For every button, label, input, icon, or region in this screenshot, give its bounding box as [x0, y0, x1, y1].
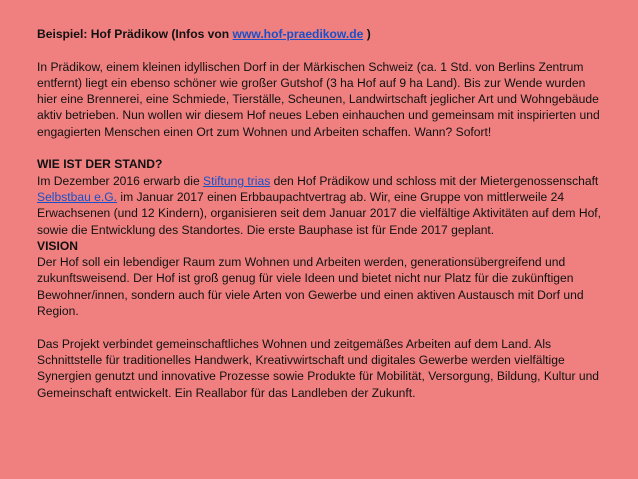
vision-heading: VISION [37, 238, 78, 253]
stand-text-1: Im Dezember 2016 erwarb die [37, 173, 204, 188]
stand-paragraph [37, 173, 608, 238]
stiftung-trias-link[interactable]: Stiftung trias [203, 173, 271, 188]
example-heading-prefix: Beispiel: Hof Prädikow (Infos von [37, 27, 233, 41]
stand-heading: WIE IST DER STAND? [37, 157, 163, 172]
stand-text-2: den Hof Prädikow und schloss mit der Mietergenossenschaft [270, 173, 599, 188]
website-link[interactable]: www.hof-praedikow.de [232, 27, 364, 41]
example-heading [37, 26, 608, 42]
project-paragraph: Das Projekt verbindet gemeinschaftliches Wohnen und zeitgemäßes Arbeiten auf dem Land. Als Schnittstelle für traditionelles Handwerk, Kreativwirtschaft und digitales Gewerbe werden vielfältige Synergien genutzt und innovative Prozesse sowie Produkte für Mobilität, Versorgung, Bildung, Kultur und Gemeinschaft entwickelt. Ein Reallabor für das Landleben der Zukunft. [37, 336, 600, 400]
stand-text-3: im Januar 2017 einen Erbbaupachtvertrag ab. Wir, eine Gruppe von mittlerweile 24 Erwachsenen (und 12 Kindern), organisieren seit dem Januar 2017 die vielfältige Aktivitäten auf dem Hof, sowie die Entwicklung des Standortes. Die erste Bauphase ist für Ende 2017 geplant. [37, 189, 602, 237]
spacer [37, 42, 608, 58]
spacer [37, 140, 608, 156]
vision-paragraph: Der Hof soll ein lebendiger Raum zum Wohnen und Arbeiten werden, generationsübergreifend und zukunftsweisend. Der Hof ist groß genug für viele Ideen und bietet nicht nur Platz für die zukünftigen Bewohner/innen, sondern auch für viele Arten von Gewerbe und einen aktiven Austausch mit Dorf und Region. [37, 255, 584, 319]
intro-paragraph: In Prädikow, einem kleinen idyllischen Dorf in der Märkischen Schweiz (ca. 1 Std. von Berlins Zentrum entfernt) liegt ein ebenso schöner wie großer Gutshof (3 ha Hof auf 9 ha Land). Bis zur Wende wurden hier eine Brennerei, eine Schmiede, Tierställe, Scheunen, Landwirtschaft jeglicher Art und Wohngebäude aktiv betrieben. Nun wollen wir diesem Hof neues Leben einhauchen und gemeinsam mit inspirierten und engagierten Menschen einen Ort zum Wohnen und Arbeiten schaffen. Wann? Sofort! [37, 59, 600, 139]
selbstbau-link[interactable]: Selbstbau e.G. [37, 189, 118, 204]
spacer [37, 319, 608, 335]
example-heading-suffix: ) [363, 27, 371, 41]
